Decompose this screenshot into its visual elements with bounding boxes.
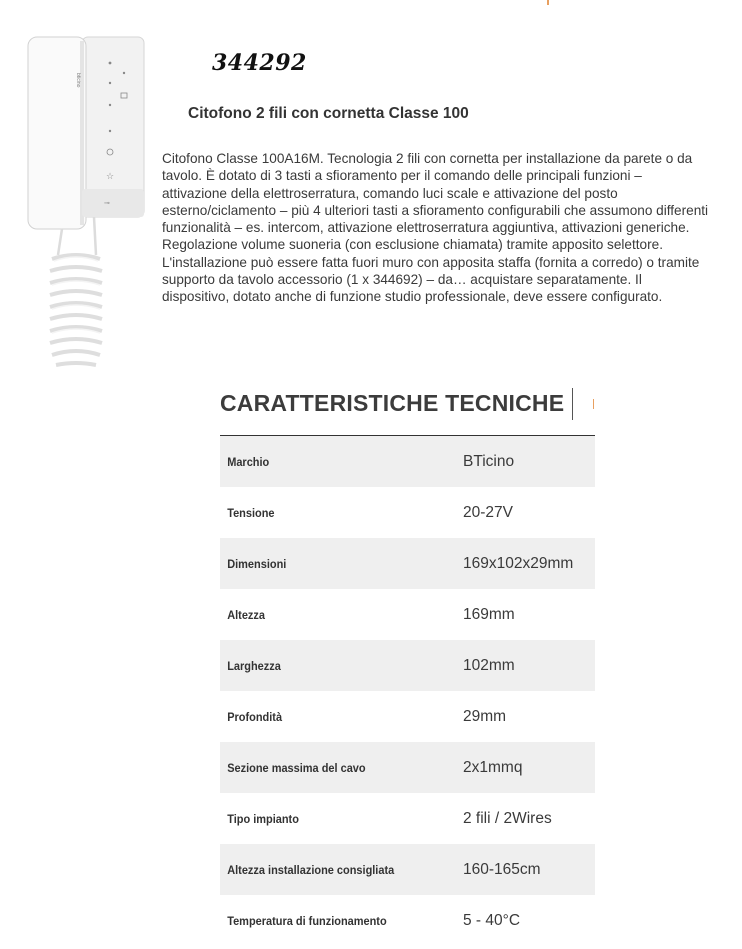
spec-label: Altezza xyxy=(227,607,265,622)
spec-row-sezione-cavo xyxy=(220,742,595,793)
brand-logo: bticino xyxy=(75,73,81,88)
spec-value: 29mm xyxy=(463,707,507,725)
spec-row-marchio xyxy=(220,436,595,487)
product-subtitle: Citofono 2 fili con cornetta Classe 100 xyxy=(188,105,469,122)
svg-text:☆: ☆ xyxy=(106,172,115,182)
spec-row-temperatura xyxy=(220,895,595,946)
specs-table xyxy=(220,435,595,946)
title-divider xyxy=(572,388,573,420)
spec-label: Temperatura di funzionamento xyxy=(227,913,387,928)
orange-accent-mark xyxy=(547,0,549,5)
spec-label: Tipo impianto xyxy=(227,811,299,826)
spec-label: Marchio xyxy=(227,454,270,469)
spec-row-tensione xyxy=(220,487,595,538)
spec-row-larghezza xyxy=(220,640,595,691)
spec-value: 160-165cm xyxy=(463,860,541,878)
spec-label: Tensione xyxy=(227,505,275,520)
spec-value: 2x1mmq xyxy=(463,758,523,776)
intercom-product-image xyxy=(24,33,150,375)
spec-value: BTicino xyxy=(463,452,515,470)
spec-label: Dimensioni xyxy=(227,556,287,571)
spec-label: Sezione massima del cavo xyxy=(227,760,366,775)
spec-row-altezza xyxy=(220,589,595,640)
product-code: 344292 xyxy=(212,50,307,76)
spec-row-tipo-impianto xyxy=(220,793,595,844)
spec-value: 102mm xyxy=(463,656,515,674)
svg-text:⊸: ⊸ xyxy=(104,199,110,207)
product-description: Citofono Classe 100A16M. Tecnologia 2 fili con cornetta per installazione da parete o da tavolo. È dotato di 3 tasti a sfioramento per il comando delle principali funzioni – attivazione della elettroserratura, comando luci scale e attivazione del posto esterno/ciclamento – più 4 ulteriori tasti a sfioramento configurabili che assumono differenti funzionalità – es. intercom, attivazione elettroserratura aggiuntiva, attivazioni generiche. Regolazione volume suoneria (con esclusione chiamata) tramite apposito selettore. L'installazione può essere fatta fuori muro con apposita staffa (fornita a corredo) o tramite supporto da tavolo accessorio (1 x 344692) – da… acquistare separatamente. Il dispositivo, dotato anche di funzione studio professionale, deve essere configurato. xyxy=(162,151,709,305)
spec-row-profondita xyxy=(220,691,595,742)
spec-value: 169x102x29mm xyxy=(463,554,574,572)
spec-value: 2 fili / 2Wires xyxy=(463,809,552,827)
spec-row-altezza-installazione xyxy=(220,844,595,895)
spec-value: 5 - 40°C xyxy=(463,911,521,929)
spec-value: 20-27V xyxy=(463,503,513,521)
spec-value: 169mm xyxy=(463,605,515,623)
specs-section-title: CARATTERISTICHE TECNICHE xyxy=(220,390,565,416)
spec-label: Larghezza xyxy=(227,658,281,673)
title-accent xyxy=(593,399,594,409)
spec-row-dimensioni xyxy=(220,538,595,589)
spec-label: Profondità xyxy=(227,709,283,724)
spec-label: Altezza installazione consigliata xyxy=(227,862,395,877)
